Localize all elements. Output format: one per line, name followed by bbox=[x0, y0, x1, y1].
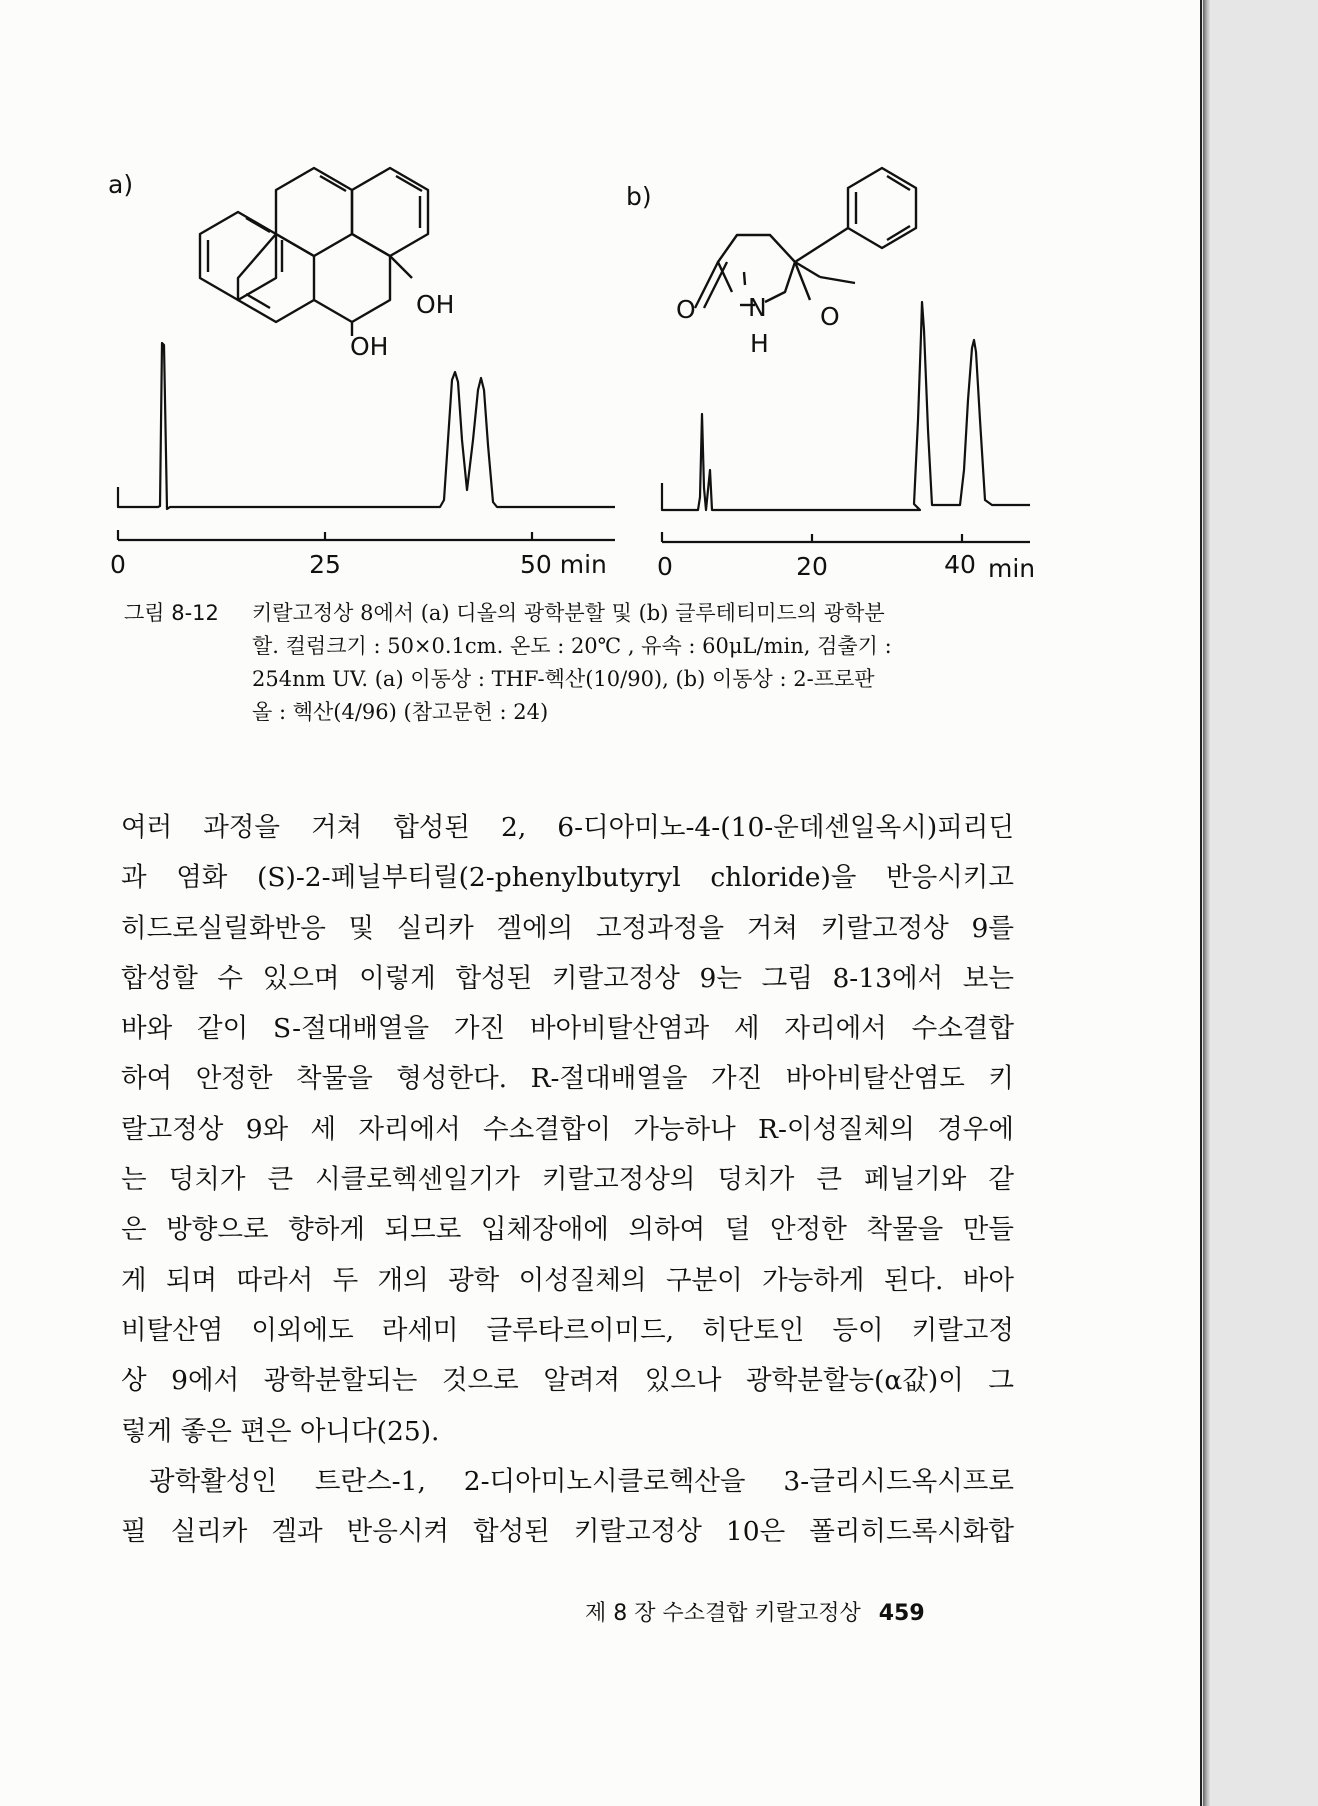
hydroxyl-label-1: OH bbox=[416, 290, 455, 319]
panel-b-label: b) bbox=[626, 182, 652, 211]
axis-a-tick-25: 25 bbox=[309, 550, 341, 579]
caption-line: 254nm UV. (a) 이동상 : THF-헥산(10/90), (b) 이동상 : 2-프로판 bbox=[252, 667, 875, 691]
text-line: 합성할 수 있으며 이렇게 합성된 키랄고정상 9는 그림 8-13에서 보는 bbox=[121, 962, 1014, 994]
figure-8-12 bbox=[0, 0, 1200, 600]
molecule-b-structure bbox=[695, 168, 916, 308]
text-line: 여러 과정을 거쳐 합성된 2, 6-디아미노-4-(10-운데센일옥시)피리딘 bbox=[121, 812, 1014, 843]
caption-line: 키랄고정상 8에서 (a) 디올의 광학분할 및 (b) 글루테티미드의 광학분 bbox=[252, 601, 885, 625]
text-line: 는 덩치가 큰 시클로헥센일기가 키랄고정상의 덩치가 큰 페닐기와 같 bbox=[121, 1164, 1014, 1196]
hydroxyl-label-2: OH bbox=[350, 332, 389, 361]
axis-a-tick-0: 0 bbox=[110, 550, 126, 579]
page-edge bbox=[1203, 0, 1210, 1806]
imide-hydrogen: H bbox=[750, 329, 769, 358]
text-line: 랄고정상 9와 세 자리에서 수소결합이 가능하나 R-이성질체의 경우에 bbox=[121, 1113, 1014, 1145]
text-line: 은 방향으로 향하게 되므로 입체장애에 의하여 덜 안정한 착물을 만들 bbox=[121, 1214, 1014, 1246]
text-line: 렇게 좋은 편은 아니다(25). bbox=[121, 1415, 440, 1447]
carbonyl-oxygen-left: O bbox=[676, 295, 696, 324]
text-line: 히드로실릴화반응 및 실리카 겔에의 고정과정을 거쳐 키랄고정상 9를 bbox=[121, 912, 1014, 944]
axis-a-tick-50: 50 min bbox=[520, 550, 607, 579]
body-text bbox=[121, 803, 1014, 1557]
text-line: 필 실리카 겔과 반응시켜 합성된 키랄고정상 10은 폴리히드록시화합 bbox=[121, 1516, 1014, 1548]
carbonyl-oxygen-right: O bbox=[820, 302, 840, 331]
text-line: 게 되며 따라서 두 개의 광학 이성질체의 구분이 가능하게 된다. 바아 bbox=[121, 1264, 1014, 1296]
text-line: 하여 안정한 착물을 형성한다. R-절대배열을 가진 바아비탈산염도 키 bbox=[121, 1063, 1014, 1095]
panel-a-label: a) bbox=[108, 170, 134, 199]
text-line: 광학활성인 트란스-1, 2-디아미노시클로헥산을 3-글리시드옥시프로 bbox=[149, 1465, 1014, 1497]
axis-b bbox=[662, 532, 1030, 542]
chromatogram-b-trace bbox=[662, 302, 1030, 510]
text-line: 비탈산염 이외에도 라세미 글루타르이미드, 히단토인 등이 키랄고정 bbox=[121, 1314, 1014, 1346]
page-number: 459 bbox=[878, 1601, 925, 1626]
page-footer bbox=[585, 1596, 925, 1627]
molecule-a-structure bbox=[200, 168, 428, 336]
axis-b-unit: min bbox=[988, 554, 1036, 583]
axis-a bbox=[118, 530, 615, 540]
caption-label: 그림 8-12 bbox=[124, 601, 219, 625]
chromatogram-a-trace bbox=[118, 343, 615, 509]
axis-b-tick-0: 0 bbox=[657, 552, 673, 581]
text-line: 바와 같이 S-절대배열을 가진 바아비탈산염과 세 자리에서 수소결합 bbox=[121, 1013, 1014, 1045]
caption-line: 올 : 헥산(4/96) (참고문헌 : 24) bbox=[252, 700, 549, 724]
text-line: 과 염화 (S)-2-페닐부티릴(2-phenylbutyryl chloride)을 반응시키고 bbox=[121, 862, 1014, 894]
axis-b-tick-40: 40 bbox=[944, 550, 976, 579]
axis-b-tick-20: 20 bbox=[796, 552, 828, 581]
running-footer-chapter: 제 8 장 수소결합 키랄고정상 bbox=[585, 1601, 861, 1626]
imide-nitrogen: N bbox=[748, 293, 767, 322]
caption-line: 할. 컬럼크기 : 50×0.1cm. 온도 : 20℃ , 유속 : 60μL/min, 검출기 : bbox=[252, 634, 892, 658]
text-line: 상 9에서 광학분할되는 것으로 알려져 있으나 광학분할능(α값)이 그 bbox=[121, 1365, 1014, 1397]
